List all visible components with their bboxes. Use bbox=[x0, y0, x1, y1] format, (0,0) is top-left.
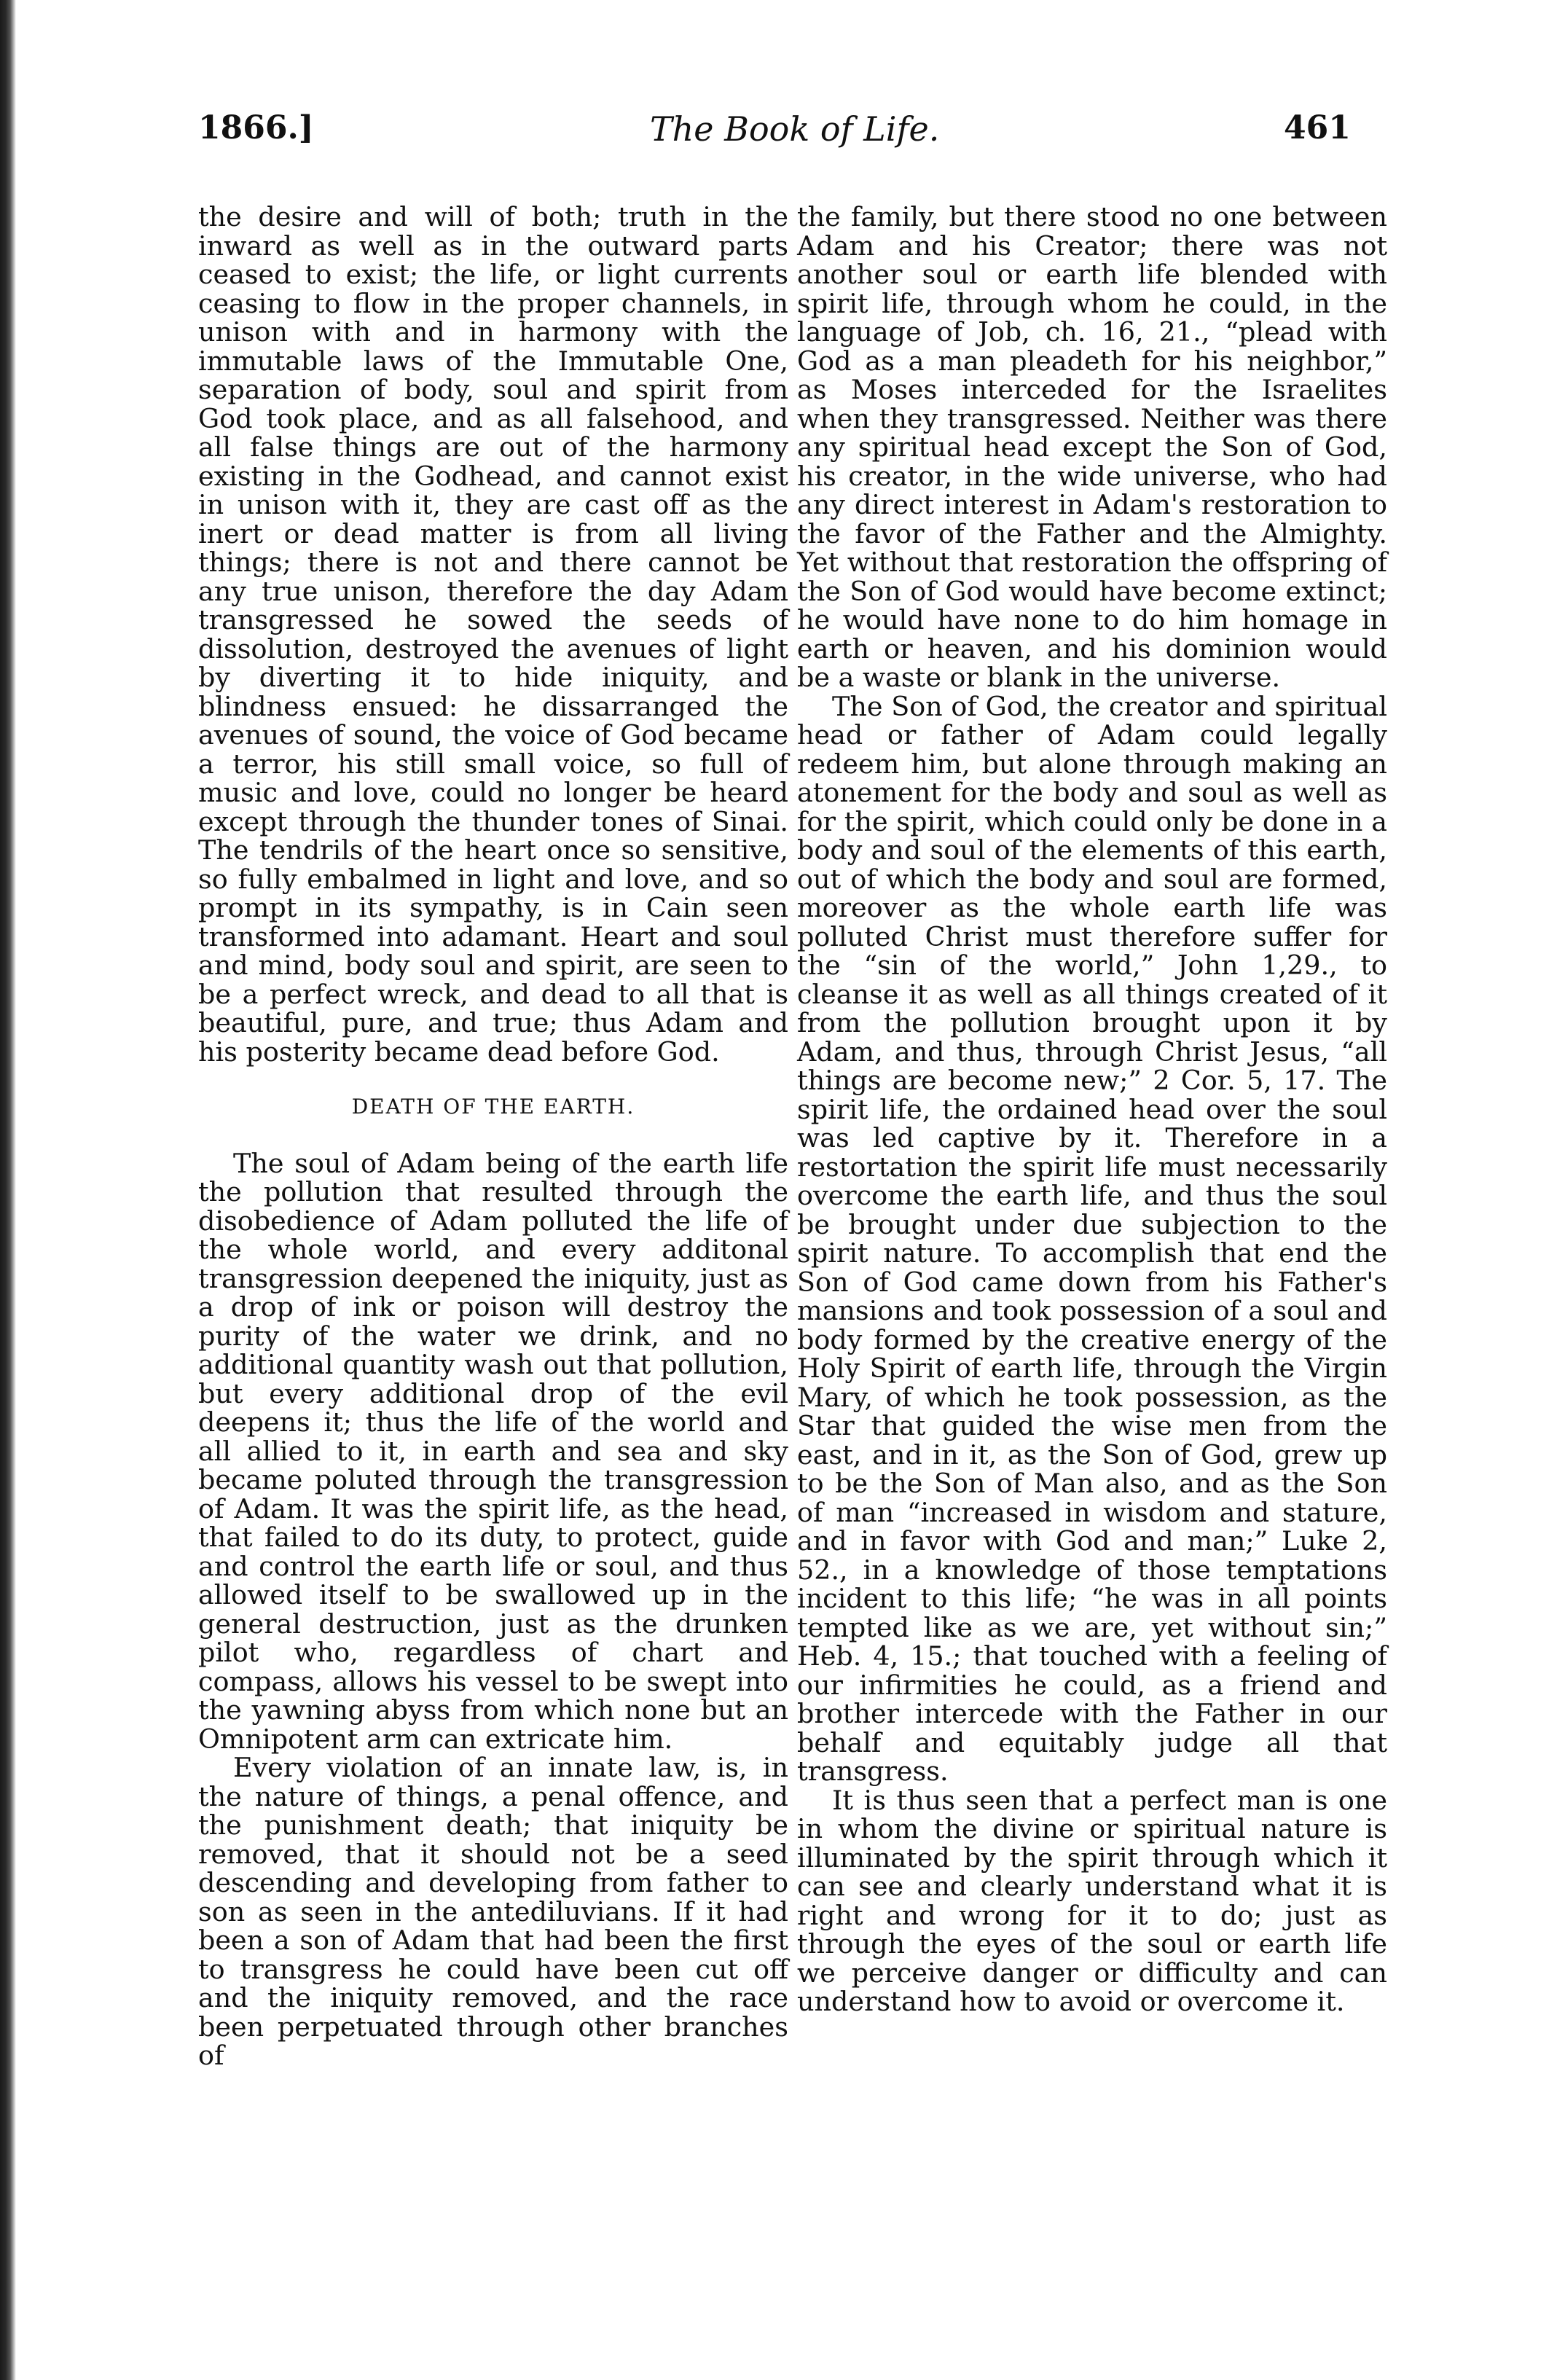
running-header bbox=[198, 109, 1378, 153]
page-binding-edge bbox=[0, 0, 16, 2380]
section-heading: DEATH OF THE EARTH. bbox=[351, 1095, 635, 1119]
running-year: 1866.] bbox=[198, 109, 314, 146]
left-paragraph-3: Every violation of an innate law, is, in the nature of things, a penal offence, and the punishment death; that iniquity be removed, that it should not be a seed descending and developing from father to son as seen in the antediluvians. If it had been a son of Adam that had been the first to transgress he could have been cut off and the iniquity removed, and the race been perpetuated through other branches of bbox=[198, 1752, 788, 2071]
left-column bbox=[198, 203, 788, 2070]
left-paragraph-1: the desire and will of both; truth in the inward as well as in the outward parts ceased to exist; the life, or light currents ceasing to flow in the proper channels, in unison with and in harmony with the immutable laws of the Immutable One, separation of body, soul and spirit from God took place, and as all falsehood, and all false things are out of the harmony existing in the Godhead, and cannot exist in unison with it, they are cast off as the inert or dead matter is from all living things; there is not and there cannot be any true unison, therefore the day Adam transgressed he sowed the seeds of dissolution, destroyed the avenues of light by diverting it to hide iniquity, and blindness ensued: he dissarranged the avenues of sound, the voice of God became a terror, his still small voice, so full of music and love, could no longer be heard except through the thunder tones of Sinai. The tendrils of the heart once so sensitive, so fully embalmed in light and love, and so prompt in its sympathy, is in Cain seen transformed into adamant. Heart and soul and mind, body soul and spirit, are seen to be a perfect wreck, and dead to all that is beautiful, pure, and true; thus Adam and his posterity became dead before God. bbox=[198, 201, 788, 1068]
running-title: The Book of Life. bbox=[650, 109, 940, 149]
right-paragraph-1: the family, but there stood no one between Adam and his Creator; there was not another soul or earth life blended with spirit life, through whom he could, in the language of Job, ch. 16, 21., “plead with God as a man pleadeth for his neighbor,” as Moses interceded for the Israelites when they transgressed. Neither was there any spiritual head except the Son of God, his creator, in the wide universe, who had any direct interest in Adam's restoration to the favor of the Father and the Almighty. Yet without that restoration the offspring of the Son of God would have become extinct; he would have none to do him homage in earth or heaven, and his dominion would be a waste or blank in the universe. bbox=[797, 201, 1387, 693]
right-paragraph-3: It is thus seen that a perfect man is one in whom the divine or spiritual nature is illuminated by the spirit through which it can see and clearly understand what it is right and wrong for it to do; just as through the eyes of the soul or earth life we perceive danger or difficulty and can understand how to avoid or overcome it. bbox=[797, 1784, 1387, 2017]
left-paragraph-2: The soul of Adam being of the earth life the pollution that resulted through the disobedience of Adam polluted the life of the whole world, and every additonal transgression deepened the iniquity, just as a drop of ink or poison will destroy the purity of the water we drink, and no additional quantity wash out that pollution, but every additional drop of the evil deepens it; thus the life of the world and all allied to it, in earth and sea and sky became poluted through the transgression of Adam. It was the spirit life, as the head, that failed to do its duty, to protect, guide and control the earth life or soul, and thus allowed itself to be swallowed up in the general destruction, just as the drunken pilot who, regardless of chart and compass, allows his vessel to be swept into the yawning abyss from which none but an Omnipotent arm can extricate him. bbox=[198, 1147, 788, 1755]
right-paragraph-2: The Son of God, the creator and spiritual head or father of Adam could legally redeem him, but alone through making an atonement for the body and soul as well as for the spirit, which could only be done in a body and soul of the elements of this earth, out of which the body and soul are formed, moreover as the whole earth life was polluted Christ must therefore suffer for the “sin of the world,” John 1,29., to cleanse it as well as all things created of it from the pollution brought upon it by Adam, and thus, through Christ Jesus, “all things are become new;” 2 Cor. 5, 17. The spirit life, the ordained head over the soul was led captive by it. Therefore in a restortation the spirit life must necessarily overcome the earth life, and thus the soul be brought under due subjection to the spirit nature. To accomplish that end the Son of God came down from his Father's mansions and took possession of a soul and body formed by the creative energy of the Holy Spirit of earth life, through the Virgin Mary, of which he took possession, as the Star that guided the wise men from the east, and in it, as the Son of God, grew up to be the Son of Man also, and as the Son of man “increased in wisdom and stature, and in favor with God and man;” Luke 2, 52., in a knowledge of those temptations incident to this life; “he was in all points tempted like as we are, yet without sin;” Heb. 4, 15.; that touched with a feeling of our infirmities he could, as a friend and brother intercede with the Father in our behalf and equitably judge all that transgress. bbox=[797, 690, 1387, 1787]
page-number: 461 bbox=[1284, 109, 1351, 146]
right-column bbox=[797, 203, 1387, 2016]
